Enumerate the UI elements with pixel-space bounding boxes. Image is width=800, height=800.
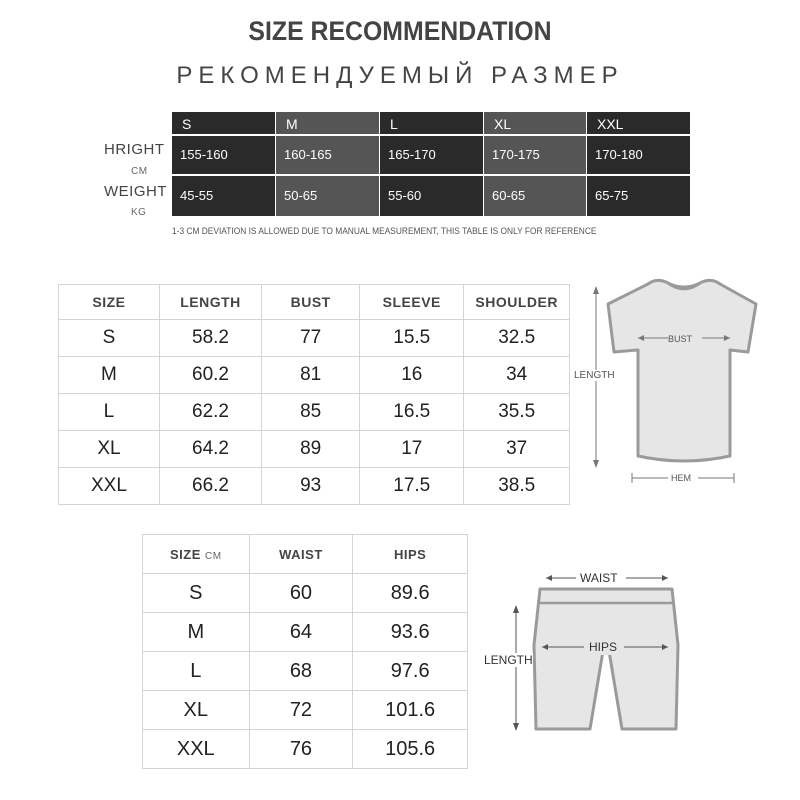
column-header: WAIST: [249, 535, 353, 574]
rec-column-m: [276, 112, 379, 216]
table-cell: 58.2: [159, 320, 261, 357]
title-russian: РЕКОМЕНДУЕМЫЙ РАЗМЕР: [176, 62, 624, 89]
table-cell: XXL: [59, 468, 160, 505]
table-cell: M: [143, 613, 250, 652]
table-cell: 89: [262, 431, 360, 468]
length-label: LENGTH: [574, 370, 615, 381]
table-cell: 15.5: [360, 320, 464, 357]
hem-label: HEM: [671, 473, 691, 483]
rec-weight: 55-60: [380, 176, 483, 216]
table-row: [59, 468, 570, 505]
deviation-note: 1-3 CM DEVIATION IS ALLOWED DUE TO MANUAL MEASUREMENT, THIS TABLE IS ONLY FOR REFERENCE: [172, 226, 597, 236]
weight-unit: KG: [131, 207, 147, 218]
table-cell: 93.6: [353, 613, 468, 652]
waist-label: WAIST: [580, 571, 618, 585]
table-cell: S: [59, 320, 160, 357]
rec-weight: 50-65: [276, 176, 379, 216]
length-label: LENGTH: [484, 653, 533, 667]
bust-label: BUST: [668, 334, 693, 344]
table-cell: L: [59, 394, 160, 431]
size-header-text: SIZE: [169, 546, 201, 562]
rec-weight: 60-65: [484, 176, 586, 216]
table-cell: 64.2: [159, 431, 261, 468]
table-cell: 72: [249, 691, 353, 730]
column-header: SLEEVE: [360, 285, 464, 320]
shirt-size-table: [58, 284, 570, 505]
table-cell: 68: [249, 652, 353, 691]
table-cell: 34: [464, 357, 570, 394]
tshirt-diagram: [570, 270, 800, 490]
table-row: [143, 691, 468, 730]
table-row: [143, 730, 468, 769]
shorts-size-table: [142, 534, 468, 769]
table-row: [59, 320, 570, 357]
table-cell: 89.6: [353, 574, 468, 613]
table-cell: S: [143, 574, 250, 613]
column-header: BUST: [262, 285, 360, 320]
rec-height: 165-170: [380, 136, 483, 174]
rec-height: 170-175: [484, 136, 586, 174]
rec-weight: 45-55: [172, 176, 275, 216]
table-row: [143, 613, 468, 652]
table-cell: XL: [59, 431, 160, 468]
table-header-row: [59, 285, 570, 320]
shorts-diagram: [480, 565, 680, 745]
table-cell: 16: [360, 357, 464, 394]
table-cell: 93: [262, 468, 360, 505]
table-cell: 66.2: [159, 468, 261, 505]
table-cell: 101.6: [353, 691, 468, 730]
table-header-row: [143, 535, 468, 574]
size-recommendation-table: [172, 112, 690, 216]
rec-column-l: [380, 112, 483, 216]
rec-size: M: [276, 112, 379, 134]
table-cell: 62.2: [159, 394, 261, 431]
rec-weight: 65-75: [587, 176, 690, 216]
table-cell: 17: [360, 431, 464, 468]
size-unit: CM: [205, 550, 222, 562]
table-cell: XXL: [143, 730, 250, 769]
table-row: [59, 431, 570, 468]
rec-column-xl: [484, 112, 586, 216]
rec-height: 170-180: [587, 136, 690, 174]
table-cell: 17.5: [360, 468, 464, 505]
table-cell: 32.5: [464, 320, 570, 357]
table-cell: L: [143, 652, 250, 691]
table-cell: 60: [249, 574, 353, 613]
table-cell: M: [59, 357, 160, 394]
table-cell: 37: [464, 431, 570, 468]
table-cell: XL: [143, 691, 250, 730]
rec-size: S: [172, 112, 275, 134]
table-cell: 76: [249, 730, 353, 769]
rec-size: L: [380, 112, 483, 134]
column-header: LENGTH: [159, 285, 261, 320]
table-row: [59, 394, 570, 431]
title-english: SIZE RECOMMENDATION: [248, 16, 552, 46]
table-row: [143, 574, 468, 613]
table-cell: 77: [262, 320, 360, 357]
hips-label: HIPS: [589, 640, 618, 654]
table-cell: 60.2: [159, 357, 261, 394]
table-cell: 64: [249, 613, 353, 652]
rec-column-xxl: [587, 112, 690, 216]
weight-label: WEIGHT: [104, 183, 167, 200]
table-cell: 35.5: [464, 394, 570, 431]
rec-size: XXL: [587, 112, 690, 134]
table-cell: 16.5: [360, 394, 464, 431]
rec-height: 160-165: [276, 136, 379, 174]
column-header: SIZE: [59, 285, 160, 320]
table-cell: 105.6: [353, 730, 468, 769]
shorts-icon: [534, 589, 678, 729]
table-cell: 81: [262, 357, 360, 394]
table-row: [143, 652, 468, 691]
table-cell: 38.5: [464, 468, 570, 505]
height-unit: CM: [131, 166, 148, 177]
rec-size: XL: [484, 112, 586, 134]
table-row: [59, 357, 570, 394]
column-header: HIPS: [353, 535, 468, 574]
column-header: [143, 535, 250, 574]
rec-column-s: [172, 112, 275, 216]
tshirt-icon: [608, 280, 756, 461]
table-cell: 85: [262, 394, 360, 431]
table-cell: 97.6: [353, 652, 468, 691]
column-header: SHOULDER: [464, 285, 570, 320]
height-label: HRIGHT: [104, 141, 165, 158]
rec-height: 155-160: [172, 136, 275, 174]
